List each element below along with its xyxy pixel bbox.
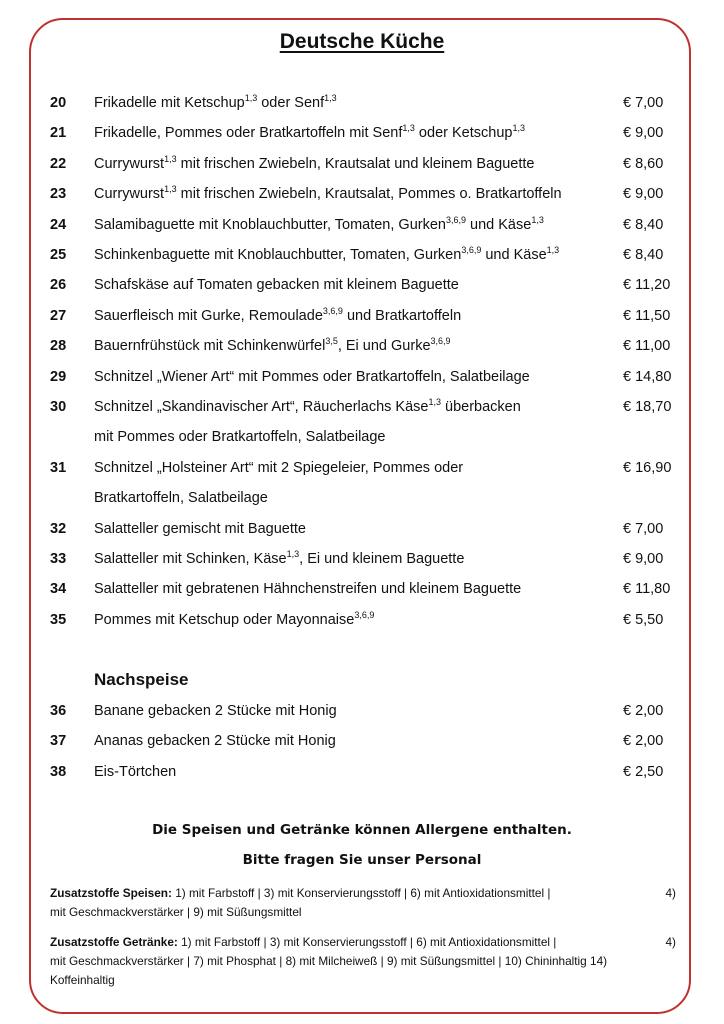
item-text: Ananas gebacken 2 Stücke mit Honig (94, 733, 336, 750)
item-text: und Bratkartoffeln (342, 307, 462, 324)
item-text: Schnitzel „Skandinavischer Art“, Räucherlachs Käse (94, 399, 429, 415)
item-text: , Ei und kleinem Baguette (299, 551, 465, 567)
item-text: Banane gebacken 2 Stücke mit Honig (94, 703, 337, 719)
item-number: 20 (50, 95, 67, 111)
additives-food (50, 884, 690, 922)
item-text: Salatteller gemischt mit Baguette (94, 520, 306, 537)
item-number: 26 (50, 277, 67, 294)
additives-drinks-line1-end: 4) (665, 935, 676, 949)
item-description (94, 153, 535, 172)
allergen-marker: 3,6,9 (445, 214, 467, 225)
allergen-marker: 1,3 (286, 549, 300, 559)
item-text: mit frischen Zwiebeln, Krautsalat und kleinem Baguette (176, 155, 535, 172)
item-price: € 8,40 (623, 247, 664, 263)
allergen-marker: 1,3 (244, 93, 258, 103)
item-number: 28 (50, 338, 67, 355)
allergen-marker: 1,3 (428, 397, 441, 407)
item-text: Sauerfleisch mit Gurke, Remoulade (94, 307, 323, 324)
allergen-marker: 3,6,9 (430, 336, 451, 347)
item-number: 27 (50, 307, 67, 324)
item-price: € 8,40 (623, 216, 664, 233)
additives-drinks-line2: mit Geschmackverstärker | 7) mit Phosphat | 8) mit Milcheiweß | 9) mit Süßungsmittel | 10) Chininhaltig 14) (50, 954, 608, 968)
allergen-marker: 1,3 (324, 93, 337, 103)
item-price: € 18,70 (623, 399, 672, 415)
item-text: Frikadelle, Pommes oder Bratkartoffeln mit Senf (94, 125, 403, 142)
ask-staff-notice: Bitte fragen Sie unser Personal (242, 852, 482, 868)
item-number: 35 (50, 611, 67, 628)
item-price: € 9,00 (623, 551, 664, 567)
allergen-marker: 1,3 (164, 184, 177, 195)
item-price: € 11,50 (623, 307, 671, 324)
item-text: Eis-Törtchen (94, 763, 177, 780)
page-title: Deutsche Küche (279, 30, 445, 53)
additives-drinks (50, 933, 690, 990)
item-number: 24 (50, 216, 67, 233)
item-number: 21 (50, 125, 67, 142)
item-text: Schnitzel „Holsteiner Art“ mit 2 Spiegeleier, Pommes oder (94, 459, 464, 476)
item-number: 33 (50, 551, 67, 567)
item-price: € 11,80 (623, 581, 671, 598)
item-price: € 7,00 (623, 520, 664, 537)
item-number: 37 (50, 733, 67, 750)
item-text: Pommes mit Ketschup oder Mayonnaise (94, 611, 355, 628)
item-text: oder Senf (257, 95, 325, 111)
additives-food-label: Zusatzstoffe Speisen: (50, 886, 172, 900)
item-description-continued: Bratkartoffeln, Salatbeilage (94, 490, 268, 507)
item-text: mit frischen Zwiebeln, Krautsalat, Pommes o. Bratkartoffeln (176, 186, 562, 203)
additives-drinks-label: Zusatzstoffe Getränke: (50, 935, 178, 949)
item-price: € 11,20 (623, 277, 671, 294)
allergen-marker: 1,3 (546, 245, 560, 255)
item-description (94, 247, 559, 263)
additives-food-line1: 1) mit Farbstoff | 3) mit Konservierungsstoff | 6) mit Antioxidationsmittel | (171, 886, 551, 900)
item-description (94, 609, 375, 628)
dessert-heading: Nachspeise (94, 670, 189, 689)
item-number: 31 (50, 459, 67, 476)
item-description (94, 581, 521, 597)
item-price: € 14,80 (623, 368, 672, 385)
additives-food-line2: mit Geschmackverstärker | 9) mit Süßungsmittel (50, 905, 302, 919)
item-description (94, 305, 462, 324)
item-text: Schnitzel „Wiener Art“ mit Pommes oder Bratkartoffeln, Salatbeilage (94, 368, 530, 385)
item-description (94, 764, 176, 780)
item-number: 32 (50, 520, 67, 537)
item-number: 30 (50, 399, 67, 415)
item-description (94, 95, 337, 111)
allergen-marker: 1,3 (531, 214, 544, 225)
item-number: 22 (50, 155, 67, 172)
allergen-notice: Die Speisen und Getränke können Allergene enthalten. (152, 822, 572, 838)
additives-drinks-line1: 1) mit Farbstoff | 3) mit Konservierungsstoff | 6) mit Antioxidationsmittel | (177, 935, 557, 949)
allergen-marker: 1,3 (402, 123, 415, 134)
item-price: € 2,00 (623, 703, 664, 719)
item-price: € 9,00 (623, 125, 664, 142)
item-text: , Ei und Gurke (337, 338, 431, 355)
allergen-marker: 3,6,9 (461, 245, 482, 255)
allergen-marker: 1,3 (512, 123, 525, 134)
item-description (94, 277, 459, 293)
item-text: und Käse (466, 216, 532, 233)
item-number: 25 (50, 247, 67, 263)
item-text: Salamibaguette mit Knoblauchbutter, Tomaten, Gurken (94, 216, 446, 233)
item-text: Currywurst (94, 155, 165, 172)
item-description (94, 703, 337, 719)
item-text: überbacken (440, 399, 521, 415)
item-description-continued: mit Pommes oder Bratkartoffeln, Salatbeilage (94, 429, 386, 446)
allergen-marker: 3,6,9 (322, 305, 343, 316)
item-text: Frikadelle mit Ketschup (94, 95, 245, 111)
item-price: € 11,00 (623, 338, 671, 355)
item-description (94, 460, 463, 476)
item-price: € 7,00 (623, 95, 664, 111)
additives-drinks-line3: Koffeinhaltig (50, 973, 115, 987)
item-text: und Käse (481, 247, 547, 263)
item-price: € 2,00 (623, 733, 664, 750)
item-price: € 8,60 (623, 155, 664, 172)
item-number: 29 (50, 368, 67, 385)
item-description (94, 521, 306, 537)
item-description (94, 733, 336, 749)
item-text: Schinkenbaguette mit Knoblauchbutter, Tomaten, Gurken (94, 247, 462, 263)
allergen-marker: 3,6,9 (354, 609, 375, 620)
additives-food-line1-end: 4) (665, 886, 676, 900)
allergen-marker: 3,5 (325, 336, 338, 347)
item-description (94, 369, 530, 385)
item-number: 38 (50, 763, 67, 780)
item-text: Salatteller mit gebratenen Hähnchenstreifen und kleinem Baguette (94, 581, 522, 598)
item-text: Salatteller mit Schinken, Käse (94, 551, 287, 567)
item-number: 23 (50, 186, 67, 203)
item-number: 34 (50, 581, 67, 598)
item-text: Bauernfrühstück mit Schinkenwürfel (94, 338, 326, 355)
allergen-marker: 1,3 (164, 153, 177, 164)
item-price: € 2,50 (623, 763, 664, 780)
item-text: Currywurst (94, 186, 165, 203)
item-price: € 5,50 (623, 611, 664, 628)
item-price: € 9,00 (623, 186, 664, 203)
item-price: € 16,90 (623, 459, 672, 476)
item-description (94, 186, 562, 202)
item-description (94, 338, 451, 354)
item-description (94, 399, 521, 415)
item-description (94, 551, 464, 567)
item-description (94, 125, 525, 141)
item-number: 36 (50, 703, 67, 719)
item-text: oder Ketschup (414, 125, 513, 142)
item-text: Schafskäse auf Tomaten gebacken mit kleinem Baguette (94, 277, 459, 294)
item-description (94, 214, 544, 233)
